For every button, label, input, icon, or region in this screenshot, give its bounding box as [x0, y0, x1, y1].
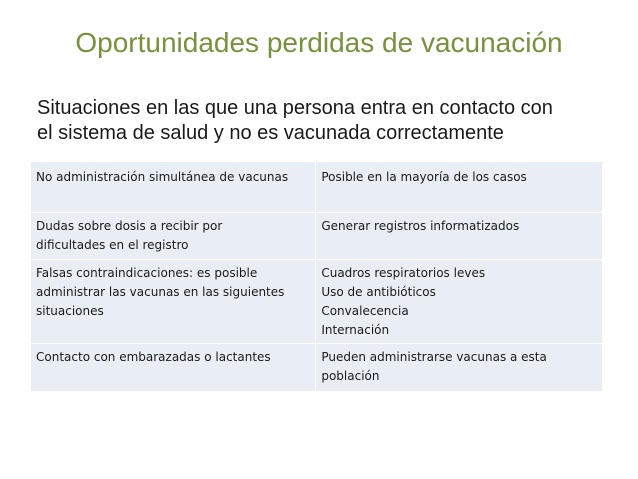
cell-text: Uso de antibióticos — [321, 285, 436, 299]
slide-subtitle — [37, 96, 627, 146]
cell-text: administrar las vacunas en las siguientes — [36, 285, 285, 299]
situation-cell — [31, 344, 316, 392]
table-row — [31, 162, 603, 213]
opportunities-table — [30, 161, 603, 392]
cell-text: No administración simultánea de vacunas — [36, 170, 289, 184]
cell-text: Posible en la mayoría de los casos — [321, 170, 527, 184]
response-cell — [316, 344, 603, 392]
table-row — [31, 344, 603, 392]
subtitle-line-1: Situaciones en las que una persona entra en contacto con — [37, 97, 553, 119]
table-row — [31, 260, 603, 344]
cell-text: Cuadros respiratorios leves — [321, 266, 486, 280]
cell-text: Contacto con embarazadas o lactantes — [36, 350, 271, 364]
table-row — [31, 213, 603, 260]
situation-cell — [31, 162, 316, 213]
slide-title: Oportunidades perdidas de vacunación — [75, 27, 563, 58]
response-cell — [316, 260, 603, 344]
response-cell — [316, 162, 603, 213]
cell-text: población — [321, 369, 380, 383]
cell-text: Falsas contraindicaciones: es posible — [36, 266, 258, 280]
subtitle-line-2: el sistema de salud y no es vacunada correctamente — [37, 122, 504, 144]
cell-text: Dudas sobre dosis a recibir por — [36, 219, 223, 233]
cell-text: Pueden administrarse vacunas a esta — [321, 350, 547, 364]
cell-text: Convalecencia — [321, 304, 409, 318]
cell-text: dificultades en el registro — [36, 238, 189, 252]
cell-text: situaciones — [36, 304, 104, 318]
situation-cell — [31, 213, 316, 260]
cell-text: Generar registros informatizados — [321, 219, 520, 233]
situation-cell — [31, 260, 316, 344]
cell-text: Internación — [321, 323, 390, 337]
response-cell — [316, 213, 603, 260]
